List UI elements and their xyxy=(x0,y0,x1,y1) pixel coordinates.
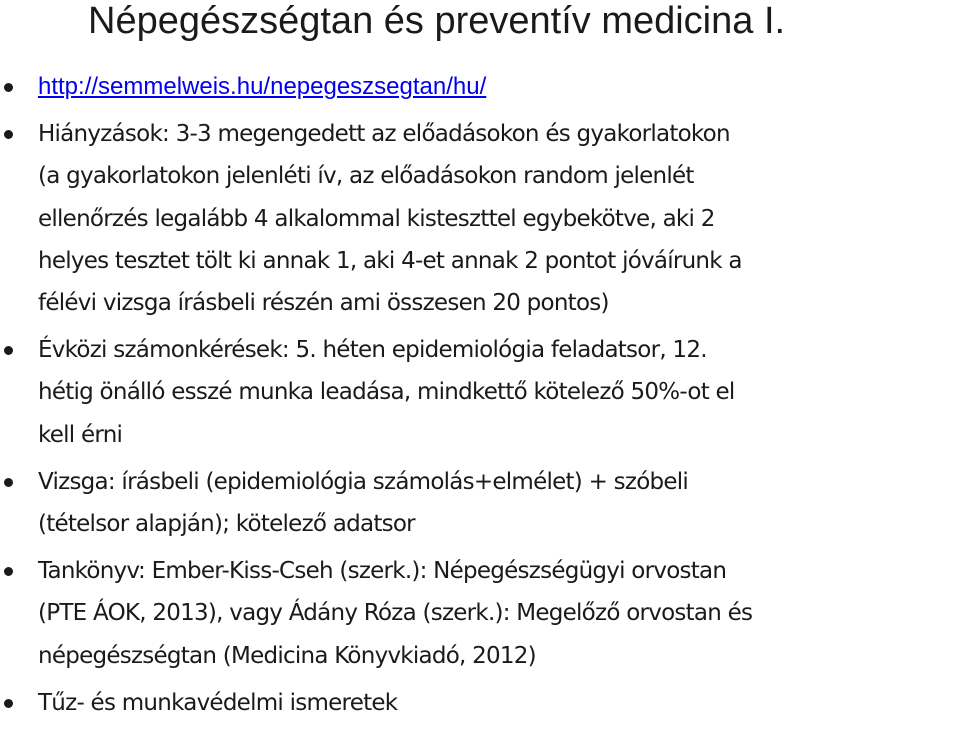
bullet-dot-icon xyxy=(4,699,13,708)
bullet-dot-icon xyxy=(4,130,13,139)
bullet-item-link xyxy=(0,66,960,108)
bullet-item-exam xyxy=(0,461,960,545)
bullet-text-line: (a gyakorlatokon jelenléti ív, az előadásokon random jelenlét xyxy=(38,163,694,190)
bullet-text-line: Vizsga: írásbeli (epidemiológia számolás+elmélet) + szóbeli xyxy=(38,468,689,495)
bullet-text-line: népegészségtan (Medicina Könyvkiadó, 2012) xyxy=(38,642,536,669)
bullet-text-line: helyes tesztet tölt ki annak 1, aki 4-et annak 2 pontot jóváírunk a xyxy=(38,247,742,274)
course-website-link[interactable]: http://semmelweis.hu/nepegeszsegtan/hu/ xyxy=(38,73,487,100)
bullet-text-line: (PTE ÁOK, 2013), vagy Ádány Róza (szerk.): Megelőző orvostan és xyxy=(38,600,753,627)
bullet-text-line: félévi vizsga írásbeli részén ami összesen 20 pontos) xyxy=(38,290,609,317)
bullet-dot-icon xyxy=(4,346,13,355)
bullet-text-line: Évközi számonkérések: 5. héten epidemiológia feladatsor, 12. xyxy=(38,337,707,364)
bullet-item-safety xyxy=(0,682,960,724)
slide-title: Népegészségtan és preventív medicina I. xyxy=(88,0,786,42)
bullet-dot-icon xyxy=(4,478,13,487)
bullet-item-textbook xyxy=(0,550,960,677)
bullet-list xyxy=(0,66,960,724)
bullet-text-line: hétig önálló esszé munka leadása, mindkettő kötelező 50%-ot el xyxy=(38,379,735,406)
bullet-item-absences xyxy=(0,113,960,324)
bullet-text-line: kell érni xyxy=(38,421,123,448)
bullet-text-line: ellenőrzés legalább 4 alkalommal kisteszttel egybekötve, aki 2 xyxy=(38,205,715,232)
bullet-text-line: Tankönyv: Ember-Kiss-Cseh (szerk.): Népegészségügyi orvostan xyxy=(38,558,727,585)
bullet-text-line: (tételsor alapján); kötelező adatsor xyxy=(38,511,415,538)
bullet-dot-icon xyxy=(4,83,13,92)
bullet-text-line: Tűz- és munkavédelmi ismeretek xyxy=(38,689,398,716)
bullet-item-midterm-assessments xyxy=(0,329,960,456)
bullet-dot-icon xyxy=(4,567,13,576)
bullet-text-line: Hiányzások: 3-3 megengedett az előadásokon és gyakorlatokon xyxy=(38,121,730,148)
